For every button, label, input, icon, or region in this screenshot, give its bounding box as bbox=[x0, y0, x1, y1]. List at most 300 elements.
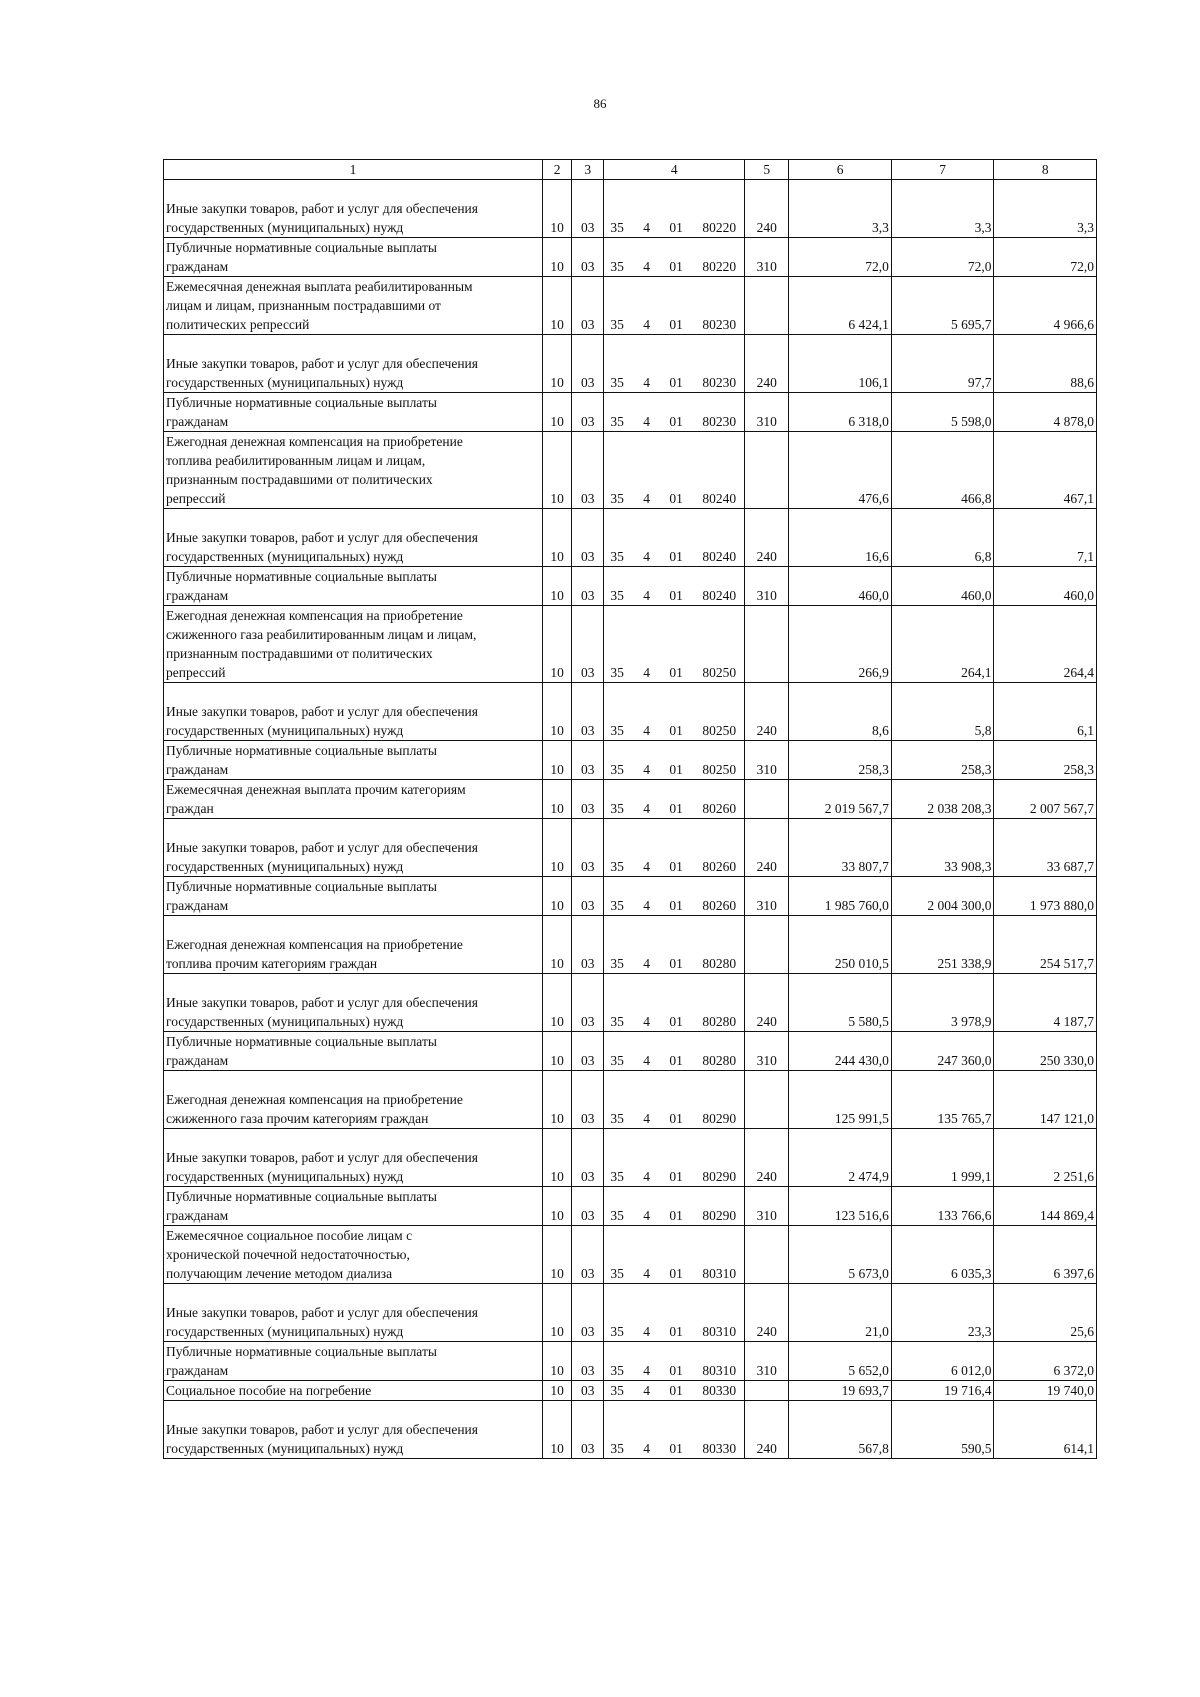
table-row bbox=[164, 780, 1097, 819]
row-description: Публичные нормативные социальные выплаты гражданам bbox=[164, 1187, 543, 1226]
row-description: Ежегодная денежная компенсация на приобретение топлива прочим категориям граждан bbox=[164, 916, 543, 974]
amount-col-6: 5 673,0 bbox=[789, 1226, 892, 1284]
subsection-code: 03 bbox=[572, 1032, 604, 1071]
amount-col-6: 476,6 bbox=[789, 432, 892, 509]
expense-type-code: 240 bbox=[745, 1284, 789, 1342]
code-part-3: 01 bbox=[669, 1169, 683, 1184]
target-article-code bbox=[604, 277, 745, 335]
expense-type-code: 310 bbox=[745, 567, 789, 606]
code-part-3: 01 bbox=[669, 1053, 683, 1068]
expense-type-code: 310 bbox=[745, 238, 789, 277]
target-article-code bbox=[604, 1032, 745, 1071]
expense-type-code bbox=[745, 606, 789, 683]
expense-type-code: 310 bbox=[745, 393, 789, 432]
code-part-1: 35 bbox=[610, 317, 624, 332]
target-article-code bbox=[604, 606, 745, 683]
row-description: Публичные нормативные социальные выплаты гражданам bbox=[164, 393, 543, 432]
code-part-1: 35 bbox=[610, 1111, 624, 1126]
amount-col-6: 5 652,0 bbox=[789, 1342, 892, 1381]
amount-col-8: 1 973 880,0 bbox=[994, 877, 1097, 916]
row-description: Иные закупки товаров, работ и услуг для обеспечения государственных (муниципальных) нужд bbox=[164, 335, 543, 393]
code-part-1: 35 bbox=[610, 549, 624, 564]
code-part-1: 35 bbox=[610, 1383, 624, 1398]
row-description: Иные закупки товаров, работ и услуг для обеспечения государственных (муниципальных) нужд bbox=[164, 1284, 543, 1342]
code-part-4: 80290 bbox=[702, 1169, 737, 1184]
expense-type-code bbox=[745, 1071, 789, 1129]
expense-type-code: 240 bbox=[745, 974, 789, 1032]
code-part-4: 80260 bbox=[702, 898, 737, 913]
code-part-2: 4 bbox=[643, 762, 651, 777]
table-row bbox=[164, 1226, 1097, 1284]
row-description: Публичные нормативные социальные выплаты гражданам bbox=[164, 1342, 543, 1381]
target-article-code bbox=[604, 1187, 745, 1226]
code-part-3: 01 bbox=[669, 956, 683, 971]
code-part-4: 80280 bbox=[702, 1014, 737, 1029]
subsection-code: 03 bbox=[572, 1187, 604, 1226]
header-col-7: 7 bbox=[891, 160, 994, 180]
section-code: 10 bbox=[543, 509, 572, 567]
subsection-code: 03 bbox=[572, 509, 604, 567]
amount-col-6: 5 580,5 bbox=[789, 974, 892, 1032]
code-part-4: 80250 bbox=[702, 665, 737, 680]
target-article-code bbox=[604, 780, 745, 819]
section-code: 10 bbox=[543, 1342, 572, 1381]
subsection-code: 03 bbox=[572, 1401, 604, 1459]
code-part-1: 35 bbox=[610, 956, 624, 971]
table-row bbox=[164, 393, 1097, 432]
table-row bbox=[164, 509, 1097, 567]
table-body bbox=[164, 180, 1097, 1459]
section-code: 10 bbox=[543, 877, 572, 916]
section-code: 10 bbox=[543, 393, 572, 432]
amount-col-8: 88,6 bbox=[994, 335, 1097, 393]
code-part-1: 35 bbox=[610, 1363, 624, 1378]
code-part-3: 01 bbox=[669, 317, 683, 332]
row-description: Ежемесячное социальное пособие лицам с хронической почечной недостаточностью, получающим лечение методом диализа bbox=[164, 1226, 543, 1284]
subsection-code: 03 bbox=[572, 1381, 604, 1401]
amount-col-8: 258,3 bbox=[994, 741, 1097, 780]
amount-col-7: 6 012,0 bbox=[891, 1342, 994, 1381]
code-part-4: 80240 bbox=[702, 491, 737, 506]
section-code: 10 bbox=[543, 335, 572, 393]
header-col-8: 8 bbox=[994, 160, 1097, 180]
code-part-4: 80310 bbox=[702, 1266, 737, 1281]
subsection-code: 03 bbox=[572, 335, 604, 393]
amount-col-7: 590,5 bbox=[891, 1401, 994, 1459]
amount-col-7: 5,8 bbox=[891, 683, 994, 741]
row-description: Публичные нормативные социальные выплаты гражданам bbox=[164, 238, 543, 277]
amount-col-6: 2 474,9 bbox=[789, 1129, 892, 1187]
code-part-3: 01 bbox=[669, 220, 683, 235]
row-description: Ежемесячная денежная выплата реабилитированным лицам и лицам, признанным пострадавшими от политических репрессий bbox=[164, 277, 543, 335]
amount-col-7: 258,3 bbox=[891, 741, 994, 780]
subsection-code: 03 bbox=[572, 974, 604, 1032]
header-col-1: 1 bbox=[164, 160, 543, 180]
table-row bbox=[164, 1381, 1097, 1401]
code-part-4: 80250 bbox=[702, 723, 737, 738]
amount-col-6: 33 807,7 bbox=[789, 819, 892, 877]
code-part-2: 4 bbox=[643, 375, 651, 390]
expense-type-code: 240 bbox=[745, 1129, 789, 1187]
amount-col-7: 135 765,7 bbox=[891, 1071, 994, 1129]
amount-col-8: 6 397,6 bbox=[994, 1226, 1097, 1284]
table-header bbox=[164, 160, 1097, 180]
amount-col-7: 133 766,6 bbox=[891, 1187, 994, 1226]
code-part-3: 01 bbox=[669, 1441, 683, 1456]
section-code: 10 bbox=[543, 1401, 572, 1459]
code-part-4: 80240 bbox=[702, 588, 737, 603]
code-part-1: 35 bbox=[610, 1053, 624, 1068]
target-article-code bbox=[604, 180, 745, 238]
amount-col-6: 6 424,1 bbox=[789, 277, 892, 335]
code-part-1: 35 bbox=[610, 414, 624, 429]
code-part-1: 35 bbox=[610, 491, 624, 506]
amount-col-8: 2 251,6 bbox=[994, 1129, 1097, 1187]
code-part-3: 01 bbox=[669, 665, 683, 680]
target-article-code bbox=[604, 916, 745, 974]
target-article-code bbox=[604, 741, 745, 780]
row-description: Ежегодная денежная компенсация на приобретение сжиженного газа реабилитированным лицам и лицам, признанным пострадавшими от политических репрессий bbox=[164, 606, 543, 683]
amount-col-7: 19 716,4 bbox=[891, 1381, 994, 1401]
subsection-code: 03 bbox=[572, 1284, 604, 1342]
code-part-3: 01 bbox=[669, 588, 683, 603]
amount-col-7: 3,3 bbox=[891, 180, 994, 238]
code-part-2: 4 bbox=[643, 414, 651, 429]
target-article-code bbox=[604, 238, 745, 277]
code-part-4: 80230 bbox=[702, 414, 737, 429]
code-part-4: 80260 bbox=[702, 801, 737, 816]
amount-col-7: 251 338,9 bbox=[891, 916, 994, 974]
code-part-2: 4 bbox=[643, 1441, 651, 1456]
expense-type-code: 240 bbox=[745, 819, 789, 877]
amount-col-6: 460,0 bbox=[789, 567, 892, 606]
amount-col-7: 2 004 300,0 bbox=[891, 877, 994, 916]
table-row bbox=[164, 1071, 1097, 1129]
code-part-4: 80240 bbox=[702, 549, 737, 564]
expense-type-code bbox=[745, 916, 789, 974]
code-part-2: 4 bbox=[643, 1014, 651, 1029]
amount-col-7: 264,1 bbox=[891, 606, 994, 683]
amount-col-6: 21,0 bbox=[789, 1284, 892, 1342]
subsection-code: 03 bbox=[572, 819, 604, 877]
code-part-3: 01 bbox=[669, 375, 683, 390]
code-part-1: 35 bbox=[610, 259, 624, 274]
section-code: 10 bbox=[543, 238, 572, 277]
section-code: 10 bbox=[543, 1032, 572, 1071]
code-part-2: 4 bbox=[643, 220, 651, 235]
row-description: Ежемесячная денежная выплата прочим категориям граждан bbox=[164, 780, 543, 819]
code-part-1: 35 bbox=[610, 1208, 624, 1223]
amount-col-6: 6 318,0 bbox=[789, 393, 892, 432]
code-part-4: 80330 bbox=[702, 1441, 737, 1456]
amount-col-8: 19 740,0 bbox=[994, 1381, 1097, 1401]
table-row bbox=[164, 819, 1097, 877]
code-part-4: 80230 bbox=[702, 317, 737, 332]
amount-col-8: 460,0 bbox=[994, 567, 1097, 606]
amount-col-6: 125 991,5 bbox=[789, 1071, 892, 1129]
section-code: 10 bbox=[543, 1284, 572, 1342]
section-code: 10 bbox=[543, 916, 572, 974]
amount-col-6: 244 430,0 bbox=[789, 1032, 892, 1071]
amount-col-6: 266,9 bbox=[789, 606, 892, 683]
target-article-code bbox=[604, 1226, 745, 1284]
subsection-code: 03 bbox=[572, 180, 604, 238]
code-part-3: 01 bbox=[669, 1111, 683, 1126]
table-row bbox=[164, 432, 1097, 509]
amount-col-8: 3,3 bbox=[994, 180, 1097, 238]
code-part-4: 80250 bbox=[702, 762, 737, 777]
amount-col-6: 258,3 bbox=[789, 741, 892, 780]
header-col-6: 6 bbox=[789, 160, 892, 180]
table-row bbox=[164, 1342, 1097, 1381]
code-part-3: 01 bbox=[669, 1208, 683, 1223]
header-col-2: 2 bbox=[543, 160, 572, 180]
expense-type-code: 310 bbox=[745, 877, 789, 916]
subsection-code: 03 bbox=[572, 393, 604, 432]
subsection-code: 03 bbox=[572, 606, 604, 683]
row-description: Публичные нормативные социальные выплаты гражданам bbox=[164, 1032, 543, 1071]
code-part-1: 35 bbox=[610, 375, 624, 390]
expense-type-code: 240 bbox=[745, 335, 789, 393]
section-code: 10 bbox=[543, 780, 572, 819]
subsection-code: 03 bbox=[572, 1226, 604, 1284]
code-part-1: 35 bbox=[610, 1441, 624, 1456]
code-part-1: 35 bbox=[610, 1266, 624, 1281]
target-article-code bbox=[604, 1401, 745, 1459]
section-code: 10 bbox=[543, 1187, 572, 1226]
amount-col-7: 466,8 bbox=[891, 432, 994, 509]
row-description: Ежегодная денежная компенсация на приобретение топлива реабилитированным лицам и лицам, признанным пострадавшими от политических репрессий bbox=[164, 432, 543, 509]
expense-type-code: 240 bbox=[745, 509, 789, 567]
code-part-3: 01 bbox=[669, 898, 683, 913]
code-part-2: 4 bbox=[643, 898, 651, 913]
amount-col-7: 97,7 bbox=[891, 335, 994, 393]
amount-col-8: 614,1 bbox=[994, 1401, 1097, 1459]
section-code: 10 bbox=[543, 1129, 572, 1187]
amount-col-6: 19 693,7 bbox=[789, 1381, 892, 1401]
code-part-3: 01 bbox=[669, 414, 683, 429]
code-part-1: 35 bbox=[610, 665, 624, 680]
row-description: Иные закупки товаров, работ и услуг для обеспечения государственных (муниципальных) нужд bbox=[164, 1129, 543, 1187]
section-code: 10 bbox=[543, 974, 572, 1032]
section-code: 10 bbox=[543, 683, 572, 741]
table-row bbox=[164, 606, 1097, 683]
code-part-4: 80290 bbox=[702, 1111, 737, 1126]
amount-col-6: 3,3 bbox=[789, 180, 892, 238]
code-part-1: 35 bbox=[610, 898, 624, 913]
amount-col-6: 72,0 bbox=[789, 238, 892, 277]
expense-type-code bbox=[745, 780, 789, 819]
code-part-1: 35 bbox=[610, 762, 624, 777]
header-col-4: 4 bbox=[604, 160, 745, 180]
code-part-2: 4 bbox=[643, 1053, 651, 1068]
section-code: 10 bbox=[543, 432, 572, 509]
amount-col-8: 25,6 bbox=[994, 1284, 1097, 1342]
code-part-2: 4 bbox=[643, 317, 651, 332]
code-part-2: 4 bbox=[643, 801, 651, 816]
amount-col-6: 567,8 bbox=[789, 1401, 892, 1459]
target-article-code bbox=[604, 335, 745, 393]
amount-col-7: 3 978,9 bbox=[891, 974, 994, 1032]
expense-type-code bbox=[745, 1381, 789, 1401]
code-part-2: 4 bbox=[643, 723, 651, 738]
page-number: 86 bbox=[593, 96, 607, 111]
section-code: 10 bbox=[543, 819, 572, 877]
row-description: Публичные нормативные социальные выплаты гражданам bbox=[164, 741, 543, 780]
expense-type-code: 310 bbox=[745, 1342, 789, 1381]
expense-type-code: 240 bbox=[745, 180, 789, 238]
code-part-3: 01 bbox=[669, 491, 683, 506]
amount-col-8: 250 330,0 bbox=[994, 1032, 1097, 1071]
amount-col-7: 460,0 bbox=[891, 567, 994, 606]
subsection-code: 03 bbox=[572, 741, 604, 780]
table-row bbox=[164, 567, 1097, 606]
code-part-1: 35 bbox=[610, 588, 624, 603]
code-part-4: 80230 bbox=[702, 375, 737, 390]
amount-col-8: 72,0 bbox=[994, 238, 1097, 277]
code-part-3: 01 bbox=[669, 801, 683, 816]
table-row bbox=[164, 238, 1097, 277]
target-article-code bbox=[604, 683, 745, 741]
table-row bbox=[164, 1129, 1097, 1187]
table-row bbox=[164, 877, 1097, 916]
subsection-code: 03 bbox=[572, 1071, 604, 1129]
amount-col-6: 123 516,6 bbox=[789, 1187, 892, 1226]
table-row bbox=[164, 180, 1097, 238]
amount-col-7: 72,0 bbox=[891, 238, 994, 277]
table-row bbox=[164, 1032, 1097, 1071]
code-part-2: 4 bbox=[643, 1169, 651, 1184]
table-row bbox=[164, 741, 1097, 780]
row-description: Иные закупки товаров, работ и услуг для обеспечения государственных (муниципальных) нужд bbox=[164, 974, 543, 1032]
row-description: Иные закупки товаров, работ и услуг для обеспечения государственных (муниципальных) нужд bbox=[164, 509, 543, 567]
table-row bbox=[164, 974, 1097, 1032]
code-part-3: 01 bbox=[669, 723, 683, 738]
subsection-code: 03 bbox=[572, 877, 604, 916]
amount-col-6: 16,6 bbox=[789, 509, 892, 567]
code-part-4: 80290 bbox=[702, 1208, 737, 1223]
expense-type-code bbox=[745, 1226, 789, 1284]
row-description: Иные закупки товаров, работ и услуг для обеспечения государственных (муниципальных) нужд bbox=[164, 683, 543, 741]
code-part-4: 80310 bbox=[702, 1363, 737, 1378]
code-part-1: 35 bbox=[610, 220, 624, 235]
code-part-4: 80220 bbox=[702, 259, 737, 274]
amount-col-7: 23,3 bbox=[891, 1284, 994, 1342]
table-row bbox=[164, 683, 1097, 741]
code-part-1: 35 bbox=[610, 801, 624, 816]
expense-type-code bbox=[745, 277, 789, 335]
target-article-code bbox=[604, 1381, 745, 1401]
code-part-2: 4 bbox=[643, 1363, 651, 1378]
section-code: 10 bbox=[543, 180, 572, 238]
section-code: 10 bbox=[543, 606, 572, 683]
code-part-3: 01 bbox=[669, 859, 683, 874]
amount-col-6: 106,1 bbox=[789, 335, 892, 393]
code-part-3: 01 bbox=[669, 762, 683, 777]
amount-col-8: 6,1 bbox=[994, 683, 1097, 741]
code-part-3: 01 bbox=[669, 1266, 683, 1281]
table-row bbox=[164, 277, 1097, 335]
budget-table bbox=[163, 159, 1097, 1459]
header-col-3: 3 bbox=[572, 160, 604, 180]
amount-col-6: 250 010,5 bbox=[789, 916, 892, 974]
expense-type-code: 310 bbox=[745, 741, 789, 780]
code-part-4: 80310 bbox=[702, 1324, 737, 1339]
amount-col-8: 144 869,4 bbox=[994, 1187, 1097, 1226]
code-part-2: 4 bbox=[643, 1266, 651, 1281]
section-code: 10 bbox=[543, 1226, 572, 1284]
amount-col-6: 1 985 760,0 bbox=[789, 877, 892, 916]
code-part-4: 80280 bbox=[702, 956, 737, 971]
code-part-4: 80220 bbox=[702, 220, 737, 235]
amount-col-6: 2 019 567,7 bbox=[789, 780, 892, 819]
row-description: Ежегодная денежная компенсация на приобретение сжиженного газа прочим категориям граждан bbox=[164, 1071, 543, 1129]
row-description: Социальное пособие на погребение bbox=[164, 1381, 543, 1401]
target-article-code bbox=[604, 567, 745, 606]
amount-col-8: 6 372,0 bbox=[994, 1342, 1097, 1381]
amount-col-6: 8,6 bbox=[789, 683, 892, 741]
code-part-2: 4 bbox=[643, 1208, 651, 1223]
subsection-code: 03 bbox=[572, 432, 604, 509]
amount-col-7: 6,8 bbox=[891, 509, 994, 567]
amount-col-7: 33 908,3 bbox=[891, 819, 994, 877]
subsection-code: 03 bbox=[572, 1129, 604, 1187]
target-article-code bbox=[604, 974, 745, 1032]
table-row bbox=[164, 335, 1097, 393]
section-code: 10 bbox=[543, 741, 572, 780]
amount-col-8: 467,1 bbox=[994, 432, 1097, 509]
target-article-code bbox=[604, 1129, 745, 1187]
subsection-code: 03 bbox=[572, 916, 604, 974]
code-part-1: 35 bbox=[610, 1014, 624, 1029]
amount-col-7: 247 360,0 bbox=[891, 1032, 994, 1071]
amount-col-8: 254 517,7 bbox=[994, 916, 1097, 974]
row-description: Публичные нормативные социальные выплаты гражданам bbox=[164, 567, 543, 606]
row-description: Публичные нормативные социальные выплаты гражданам bbox=[164, 877, 543, 916]
target-article-code bbox=[604, 1284, 745, 1342]
code-part-4: 80260 bbox=[702, 859, 737, 874]
row-description: Иные закупки товаров, работ и услуг для обеспечения государственных (муниципальных) нужд bbox=[164, 1401, 543, 1459]
target-article-code bbox=[604, 1342, 745, 1381]
amount-col-8: 4 187,7 bbox=[994, 974, 1097, 1032]
section-code: 10 bbox=[543, 1381, 572, 1401]
amount-col-8: 264,4 bbox=[994, 606, 1097, 683]
code-part-2: 4 bbox=[643, 1111, 651, 1126]
code-part-2: 4 bbox=[643, 549, 651, 564]
amount-col-7: 2 038 208,3 bbox=[891, 780, 994, 819]
target-article-code bbox=[604, 509, 745, 567]
table-row bbox=[164, 1187, 1097, 1226]
section-code: 10 bbox=[543, 277, 572, 335]
code-part-1: 35 bbox=[610, 859, 624, 874]
target-article-code bbox=[604, 1071, 745, 1129]
subsection-code: 03 bbox=[572, 683, 604, 741]
code-part-2: 4 bbox=[643, 859, 651, 874]
amount-col-7: 5 695,7 bbox=[891, 277, 994, 335]
code-part-2: 4 bbox=[643, 491, 651, 506]
expense-type-code: 310 bbox=[745, 1032, 789, 1071]
expense-type-code: 310 bbox=[745, 1187, 789, 1226]
target-article-code bbox=[604, 877, 745, 916]
section-code: 10 bbox=[543, 1071, 572, 1129]
code-part-2: 4 bbox=[643, 956, 651, 971]
code-part-3: 01 bbox=[669, 1014, 683, 1029]
amount-col-7: 6 035,3 bbox=[891, 1226, 994, 1284]
code-part-3: 01 bbox=[669, 549, 683, 564]
amount-col-8: 33 687,7 bbox=[994, 819, 1097, 877]
code-part-2: 4 bbox=[643, 588, 651, 603]
code-part-1: 35 bbox=[610, 723, 624, 738]
